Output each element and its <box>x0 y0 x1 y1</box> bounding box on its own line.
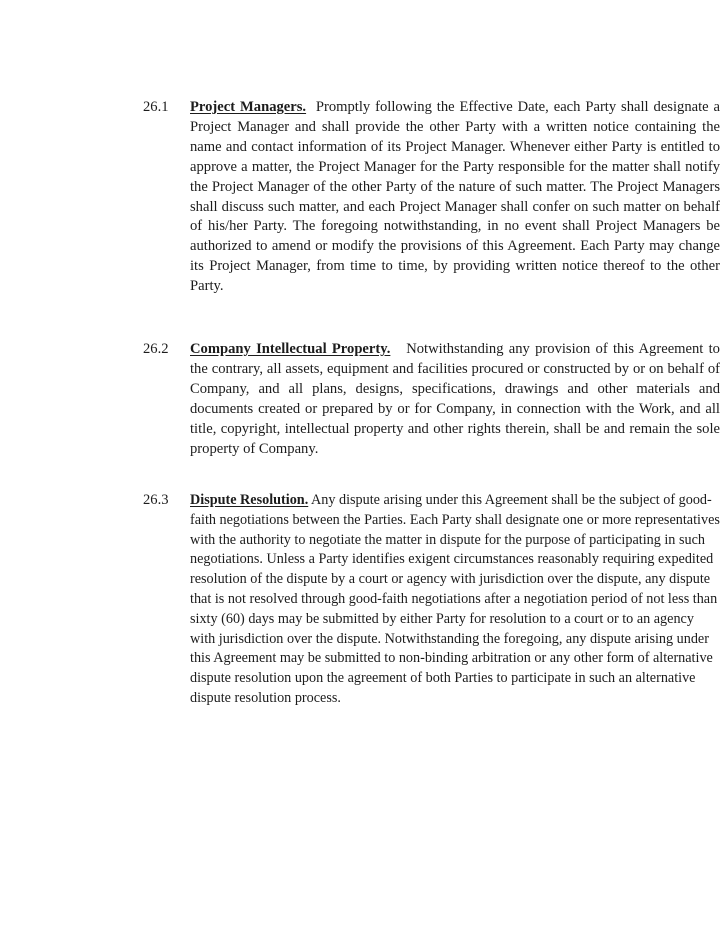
section-body <box>190 340 720 459</box>
section-number: 26.3 <box>143 492 169 508</box>
section-heading: Company Intellectual Property. <box>190 341 391 357</box>
section-heading: Project Managers. <box>190 99 307 115</box>
section-body <box>190 98 720 297</box>
section-body <box>190 491 720 709</box>
section-heading: Dispute Resolution. <box>190 492 309 508</box>
section-26-2 <box>143 340 720 459</box>
section-text: Any dispute arising under this Agreement shall be the subject of good-faith negotiations between the Parties. Each Party shall designate one or more representatives with the authority to negotiate the matter in dispute for the purpose of participating in such negotiations. Unless a Party identifies exigent circumstances reasonably requiring expedited resolution of the dispute by a court or agency with jurisdiction over the dispute, any dispute that is not resolved through good-faith negotiations after a negotiation period of not less than sixty (60) days may be submitted by either Party for resolution to a court or to an agency with jurisdiction over the dispute. Notwithstanding the foregoing, any dispute arising under this Agreement may be submitted to non-binding arbitration or any other form of alternative dispute resolution upon the agreement of both Parties to participate in such an alternative dispute resolution process. <box>190 492 720 706</box>
section-26-1 <box>143 98 720 297</box>
section-number: 26.1 <box>143 99 169 115</box>
section-number: 26.2 <box>143 341 169 357</box>
section-text: Promptly following the Effective Date, each Party shall designate a Project Manager and shall provide the other Party with a written notice containing the name and contact information of its Project Manager. Whenever either Party is entitled to approve a matter, the Project Manager for the Party responsible for the matter shall notify the Project Manager of the other Party of the nature of such matter. The Project Managers shall discuss such matter, and each Project Manager shall confer on such matter on behalf of his/her Party. The foregoing notwithstanding, in no event shall Project Managers be authorized to amend or modify the provisions of this Agreement. Each Party may change its Project Manager, from time to time, by providing written notice thereof to the other Party. <box>190 99 721 295</box>
section-text: Notwithstanding any provision of this Agreement to the contrary, all assets, equipment and facilities procured or constructed by or on behalf of Company, and all plans, designs, specifications, drawings and other materials and documents created or prepared by or for Company, in connection with the Work, and all title, copyright, intellectual property and other rights therein, shall be and remain the sole property of Company. <box>190 341 720 457</box>
section-26-3 <box>143 491 720 709</box>
